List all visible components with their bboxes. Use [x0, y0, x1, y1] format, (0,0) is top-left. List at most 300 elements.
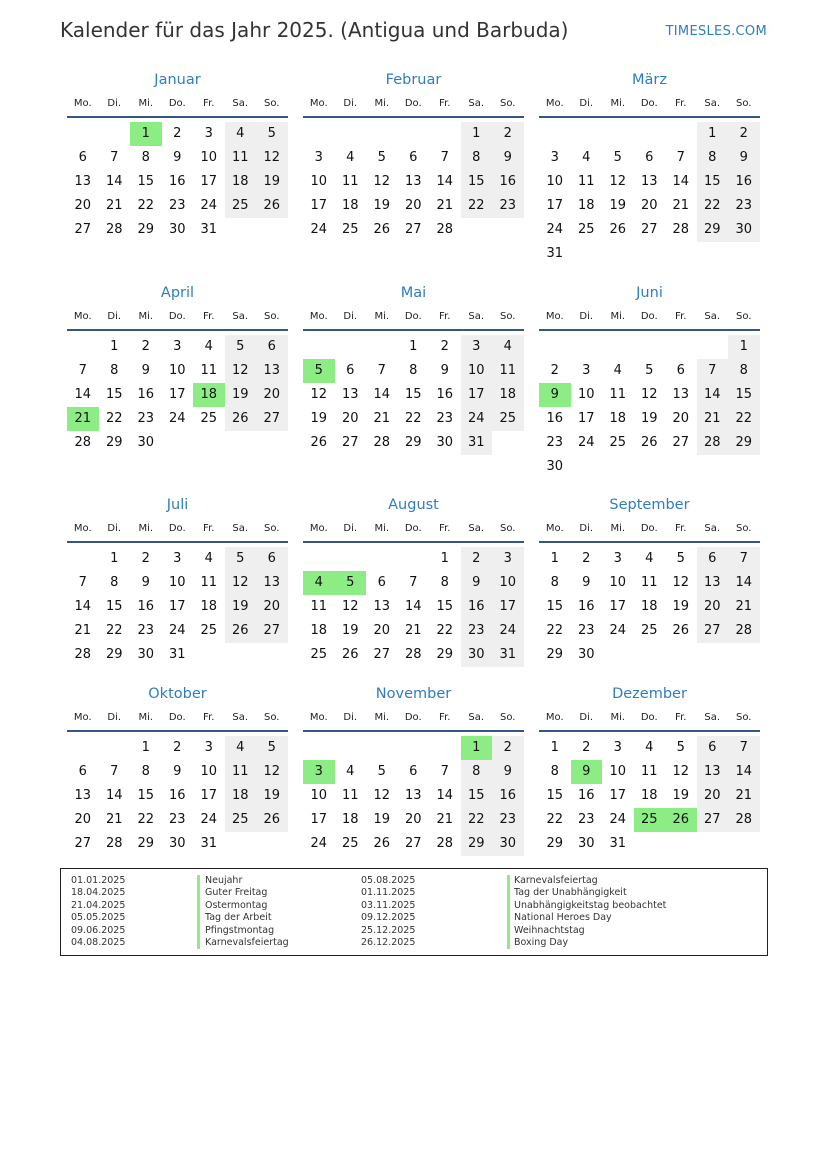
day-cell: 31: [168, 647, 186, 662]
day-cell: 10: [200, 150, 218, 165]
day-cell: 6: [676, 363, 685, 378]
legend-holiday-name: Guter Freitag: [205, 887, 268, 899]
day-cell: 16: [577, 599, 595, 614]
day-cell: 28: [728, 808, 760, 832]
weekday-header: Mi.: [138, 712, 154, 723]
day-cell: 30: [137, 435, 155, 450]
day-cell: 18: [310, 623, 328, 638]
day-cell: 20: [256, 383, 288, 407]
weekday-header: So.: [736, 712, 752, 723]
day-cell: 26: [373, 836, 391, 851]
day-cell: 4: [204, 551, 213, 566]
day-cell: 5: [225, 335, 257, 359]
day-cell: 12: [672, 764, 690, 779]
weekday-header: Fr.: [675, 98, 687, 109]
day-cell: 10: [461, 359, 493, 383]
legend-holiday-name: National Heroes Day: [514, 912, 612, 924]
day-cell: 3: [550, 150, 559, 165]
day-cell: 15: [137, 788, 155, 803]
day-cell: 20: [640, 198, 658, 213]
legend-holiday-name: Tag der Arbeit: [205, 912, 272, 924]
weekday-header: Sa.: [468, 311, 485, 322]
day-cell: 17: [200, 788, 218, 803]
day-cell: 6: [697, 736, 729, 760]
day-cell: 1: [461, 122, 493, 146]
day-cell: 20: [74, 198, 92, 213]
day-cell: 10: [200, 764, 218, 779]
day-cell: 16: [168, 788, 186, 803]
day-cell: 21: [672, 198, 690, 213]
day-cell: 27: [640, 222, 658, 237]
day-cell: 14: [697, 383, 729, 407]
legend-right-names: [514, 875, 666, 949]
weekday-header: Do.: [168, 712, 186, 723]
day-cell: 27: [256, 407, 288, 431]
day-cell: 29: [137, 222, 155, 237]
month-divider: [67, 730, 288, 732]
weekday-header: So.: [736, 523, 752, 534]
day-cell: 28: [728, 619, 760, 643]
month-divider: [539, 116, 760, 118]
day-cell: 2: [173, 740, 182, 755]
day-cell: 20: [373, 623, 391, 638]
day-cell: 1: [440, 551, 449, 566]
day-cell: 9: [141, 363, 150, 378]
day-cell: 15: [436, 599, 454, 614]
day-cell: 8: [110, 363, 119, 378]
day-cell: 19: [373, 812, 391, 827]
legend-date: 01.01.2025: [71, 875, 126, 886]
day-cell: 16: [492, 170, 524, 194]
day-cell: 12: [256, 146, 288, 170]
day-cell: 12: [609, 174, 627, 189]
day-cell: 4: [645, 551, 654, 566]
day-cell: 26: [256, 808, 288, 832]
legend-holiday-name: Unabhängigkeitstag beobachtet: [514, 899, 667, 911]
day-cell: 23: [168, 198, 186, 213]
day-cell: 27: [373, 647, 391, 662]
day-cell: 11: [492, 359, 524, 383]
day-cell: 1: [728, 335, 760, 359]
day-cell: 21: [436, 198, 454, 213]
weekday-header: Mi.: [374, 523, 390, 534]
day-cell: 25: [609, 435, 627, 450]
weekday-header: So.: [500, 523, 516, 534]
weekday-header: Sa.: [468, 98, 485, 109]
day-cell: 1: [697, 122, 729, 146]
day-cell: 19: [341, 623, 359, 638]
weekday-header: Di.: [579, 523, 594, 534]
day-cell: 13: [697, 571, 729, 595]
day-cell: 6: [78, 150, 87, 165]
day-cell: 4: [346, 150, 355, 165]
day-cell: 6: [256, 547, 288, 571]
day-cell: 23: [436, 411, 454, 426]
day-cell: 24: [310, 222, 328, 237]
weekday-header: Di.: [579, 712, 594, 723]
day-cell: 21: [105, 812, 123, 827]
day-cell: 13: [640, 174, 658, 189]
day-cell: 1: [141, 740, 150, 755]
day-cell: 23: [168, 812, 186, 827]
day-cell: 2: [461, 547, 493, 571]
day-cell: 22: [728, 407, 760, 431]
day-cell: 12: [225, 359, 257, 383]
legend-date: 03.11.2025: [361, 899, 416, 911]
day-cell: 30: [577, 647, 595, 662]
weekday-header: Di.: [107, 712, 122, 723]
weekday-header: Di.: [343, 712, 358, 723]
day-cell: 2: [492, 122, 524, 146]
day-cell: 16: [137, 387, 155, 402]
weekday-header: Sa.: [468, 523, 485, 534]
day-cell: 11: [310, 599, 328, 614]
day-cell: 29: [436, 647, 454, 662]
month-name: Dezember: [612, 686, 687, 702]
day-cell: 29: [461, 832, 493, 856]
legend-date: 25.12.2025: [361, 924, 416, 936]
day-cell: 7: [728, 547, 760, 571]
day-cell: 2: [728, 122, 760, 146]
day-cell: 26: [256, 194, 288, 218]
day-cell: 19: [609, 198, 627, 213]
day-cell: 20: [256, 595, 288, 619]
day-cell: 3: [613, 740, 622, 755]
day-cell: 18: [200, 599, 218, 614]
day-cell: 10: [609, 575, 627, 590]
day-cell: 10: [310, 174, 328, 189]
day-cell: 29: [105, 435, 123, 450]
day-cell: 10: [168, 575, 186, 590]
day-cell: 14: [74, 387, 92, 402]
holiday-day-cell: 25: [634, 808, 666, 832]
day-cell: 3: [492, 547, 524, 571]
weekday-header: So.: [736, 311, 752, 322]
legend-holiday-name: Pfingstmontag: [205, 924, 275, 936]
day-cell: 31: [200, 222, 218, 237]
day-cell: 14: [404, 599, 422, 614]
weekday-header: Do.: [404, 523, 422, 534]
weekday-header: Do.: [168, 98, 186, 109]
legend-holiday-name: Boxing Day: [514, 936, 569, 948]
weekday-header: Di.: [579, 311, 594, 322]
day-cell: 26: [225, 407, 257, 431]
day-cell: 5: [676, 740, 685, 755]
brand-link[interactable]: TIMESLES.COM: [665, 24, 767, 39]
day-cell: 5: [256, 736, 288, 760]
day-cell: 7: [78, 363, 87, 378]
day-cell: 11: [225, 146, 257, 170]
weekday-header: Fr.: [439, 523, 451, 534]
day-cell: 16: [546, 411, 564, 426]
day-cell: 26: [672, 623, 690, 638]
day-cell: 6: [409, 150, 418, 165]
month-divider: [539, 541, 760, 543]
weekday-header: So.: [736, 98, 752, 109]
day-cell: 26: [640, 435, 658, 450]
month-divider: [539, 730, 760, 732]
legend-holiday-name: Karnevalsfeiertag: [205, 936, 289, 948]
day-cell: 17: [168, 387, 186, 402]
day-cell: 28: [105, 836, 123, 851]
day-cell: 9: [492, 146, 524, 170]
day-cell: 16: [461, 595, 493, 619]
legend-right-dates: [361, 875, 415, 949]
day-cell: 28: [105, 222, 123, 237]
day-cell: 29: [546, 836, 564, 851]
legend-date: 26.12.2025: [361, 936, 416, 948]
day-cell: 28: [404, 647, 422, 662]
day-cell: 27: [74, 222, 92, 237]
day-cell: 11: [640, 575, 658, 590]
day-cell: 10: [609, 764, 627, 779]
day-cell: 19: [310, 411, 328, 426]
day-cell: 22: [137, 812, 155, 827]
day-cell: 4: [346, 764, 355, 779]
day-cell: 4: [582, 150, 591, 165]
weekday-header: Di.: [107, 311, 122, 322]
day-cell: 9: [582, 575, 591, 590]
day-cell: 14: [436, 788, 454, 803]
weekday-header: So.: [500, 98, 516, 109]
day-cell: 11: [225, 760, 257, 784]
day-cell: 20: [697, 595, 729, 619]
weekday-header: Fr.: [675, 311, 687, 322]
day-cell: 18: [492, 383, 524, 407]
day-cell: 20: [341, 411, 359, 426]
day-cell: 24: [609, 812, 627, 827]
day-cell: 13: [256, 571, 288, 595]
day-cell: 13: [697, 760, 729, 784]
day-cell: 13: [404, 174, 422, 189]
day-cell: 16: [492, 784, 524, 808]
day-cell: 16: [436, 387, 454, 402]
month-name: August: [388, 497, 439, 513]
day-cell: 27: [697, 808, 729, 832]
day-cell: 15: [105, 387, 123, 402]
day-cell: 7: [110, 150, 119, 165]
day-cell: 21: [105, 198, 123, 213]
day-cell: 24: [168, 411, 186, 426]
legend-date: 05.08.2025: [361, 875, 416, 886]
day-cell: 16: [168, 174, 186, 189]
day-cell: 1: [110, 551, 119, 566]
day-cell: 15: [461, 784, 493, 808]
day-cell: 8: [461, 146, 493, 170]
day-cell: 15: [404, 387, 422, 402]
day-cell: 29: [105, 647, 123, 662]
month-divider: [539, 329, 760, 331]
day-cell: 27: [256, 619, 288, 643]
legend-holiday-name: Neujahr: [205, 875, 243, 886]
weekday-header: Fr.: [203, 712, 215, 723]
legend-date: 04.08.2025: [71, 936, 126, 948]
weekday-header: Mi.: [138, 98, 154, 109]
day-cell: 7: [676, 150, 685, 165]
weekday-header: Sa.: [704, 311, 721, 322]
weekday-header: Fr.: [439, 98, 451, 109]
weekday-header: Mo.: [545, 523, 564, 534]
day-cell: 12: [341, 599, 359, 614]
day-cell: 11: [577, 174, 595, 189]
weekday-header: Do.: [640, 523, 658, 534]
day-cell: 2: [582, 740, 591, 755]
weekday-header: Do.: [404, 712, 422, 723]
day-cell: 14: [436, 174, 454, 189]
day-cell: 8: [110, 575, 119, 590]
weekday-header: Sa.: [704, 98, 721, 109]
holiday-day-cell: 26: [665, 808, 697, 832]
day-cell: 21: [728, 784, 760, 808]
day-cell: 15: [697, 170, 729, 194]
day-cell: 2: [550, 363, 559, 378]
day-cell: 3: [173, 339, 182, 354]
day-cell: 6: [346, 363, 355, 378]
day-cell: 6: [409, 764, 418, 779]
day-cell: 26: [310, 435, 328, 450]
month-name: Januar: [154, 72, 201, 88]
day-cell: 5: [225, 547, 257, 571]
day-cell: 1: [550, 551, 559, 566]
day-cell: 24: [310, 836, 328, 851]
day-cell: 10: [546, 174, 564, 189]
month-name: September: [609, 497, 690, 513]
day-cell: 16: [137, 599, 155, 614]
month-divider: [67, 541, 288, 543]
legend-date: 18.04.2025: [71, 887, 126, 899]
holiday-day-cell: 3: [303, 760, 335, 784]
weekday-header: Fr.: [203, 523, 215, 534]
day-cell: 22: [105, 623, 123, 638]
legend-holiday-name: Ostermontag: [205, 899, 268, 911]
day-cell: 18: [225, 784, 257, 808]
day-cell: 31: [609, 836, 627, 851]
day-cell: 11: [341, 788, 359, 803]
day-cell: 5: [613, 150, 622, 165]
day-cell: 17: [609, 788, 627, 803]
day-cell: 9: [141, 575, 150, 590]
day-cell: 18: [640, 788, 658, 803]
day-cell: 23: [461, 619, 493, 643]
day-cell: 30: [546, 459, 564, 474]
day-cell: 18: [341, 812, 359, 827]
day-cell: 19: [225, 383, 257, 407]
day-cell: 23: [137, 411, 155, 426]
weekday-header: Mi.: [610, 523, 626, 534]
day-cell: 7: [78, 575, 87, 590]
day-cell: 21: [404, 623, 422, 638]
month-name: April: [160, 285, 195, 301]
day-cell: 7: [409, 575, 418, 590]
day-cell: 8: [550, 575, 559, 590]
day-cell: 17: [461, 383, 493, 407]
holiday-day-cell: 5: [335, 571, 367, 595]
day-cell: 3: [613, 551, 622, 566]
day-cell: 25: [577, 222, 595, 237]
weekday-header: So.: [264, 523, 280, 534]
day-cell: 9: [461, 571, 493, 595]
day-cell: 23: [137, 623, 155, 638]
legend-holiday-name: Karnevalsfeiertag: [514, 875, 598, 886]
day-cell: 24: [200, 198, 218, 213]
day-cell: 24: [577, 435, 595, 450]
day-cell: 28: [373, 435, 391, 450]
day-cell: 17: [310, 198, 328, 213]
day-cell: 19: [672, 599, 690, 614]
month-name: Februar: [385, 72, 442, 88]
weekday-header: Mi.: [138, 311, 154, 322]
day-cell: 30: [577, 836, 595, 851]
weekday-header: Mi.: [374, 712, 390, 723]
day-cell: 23: [492, 194, 524, 218]
day-cell: 20: [404, 198, 422, 213]
day-cell: 30: [168, 836, 186, 851]
weekday-header: Mi.: [374, 98, 390, 109]
weekday-header: Do.: [640, 712, 658, 723]
day-cell: 21: [74, 623, 92, 638]
legend-date: 05.05.2025: [71, 912, 126, 924]
weekday-header: Fr.: [439, 712, 451, 723]
weekday-header: Sa.: [704, 523, 721, 534]
day-cell: 8: [409, 363, 418, 378]
day-cell: 1: [550, 740, 559, 755]
weekday-header: Mi.: [610, 712, 626, 723]
month-name: November: [375, 686, 452, 702]
day-cell: 21: [697, 407, 729, 431]
weekday-header: Do.: [168, 523, 186, 534]
legend-date: 09.06.2025: [71, 924, 126, 936]
day-cell: 7: [110, 764, 119, 779]
weekday-header: Mo.: [545, 712, 564, 723]
month-name: Oktober: [148, 686, 207, 702]
day-cell: 27: [404, 836, 422, 851]
day-cell: 28: [74, 435, 92, 450]
day-cell: 6: [78, 764, 87, 779]
day-cell: 23: [728, 194, 760, 218]
day-cell: 12: [672, 575, 690, 590]
day-cell: 17: [310, 812, 328, 827]
day-cell: 8: [141, 150, 150, 165]
day-cell: 13: [404, 788, 422, 803]
day-cell: 30: [728, 218, 760, 242]
day-cell: 24: [492, 619, 524, 643]
day-cell: 31: [546, 246, 564, 261]
month-divider: [67, 329, 288, 331]
day-cell: 23: [492, 808, 524, 832]
day-cell: 30: [436, 435, 454, 450]
day-cell: 9: [440, 363, 449, 378]
legend-bar-right: [507, 875, 510, 949]
weekday-header: Mo.: [309, 712, 328, 723]
day-cell: 3: [314, 150, 323, 165]
day-cell: 28: [436, 222, 454, 237]
weekday-header: Di.: [107, 98, 122, 109]
weekday-header: So.: [500, 712, 516, 723]
day-cell: 28: [74, 647, 92, 662]
holiday-day-cell: 21: [67, 407, 99, 431]
day-cell: 18: [577, 198, 595, 213]
day-cell: 30: [492, 832, 524, 856]
weekday-header: Mi.: [610, 98, 626, 109]
day-cell: 7: [440, 764, 449, 779]
day-cell: 22: [461, 808, 493, 832]
day-cell: 3: [204, 126, 213, 141]
day-cell: 25: [225, 808, 257, 832]
day-cell: 23: [577, 623, 595, 638]
day-cell: 4: [225, 122, 257, 146]
day-cell: 22: [404, 411, 422, 426]
day-cell: 27: [74, 836, 92, 851]
